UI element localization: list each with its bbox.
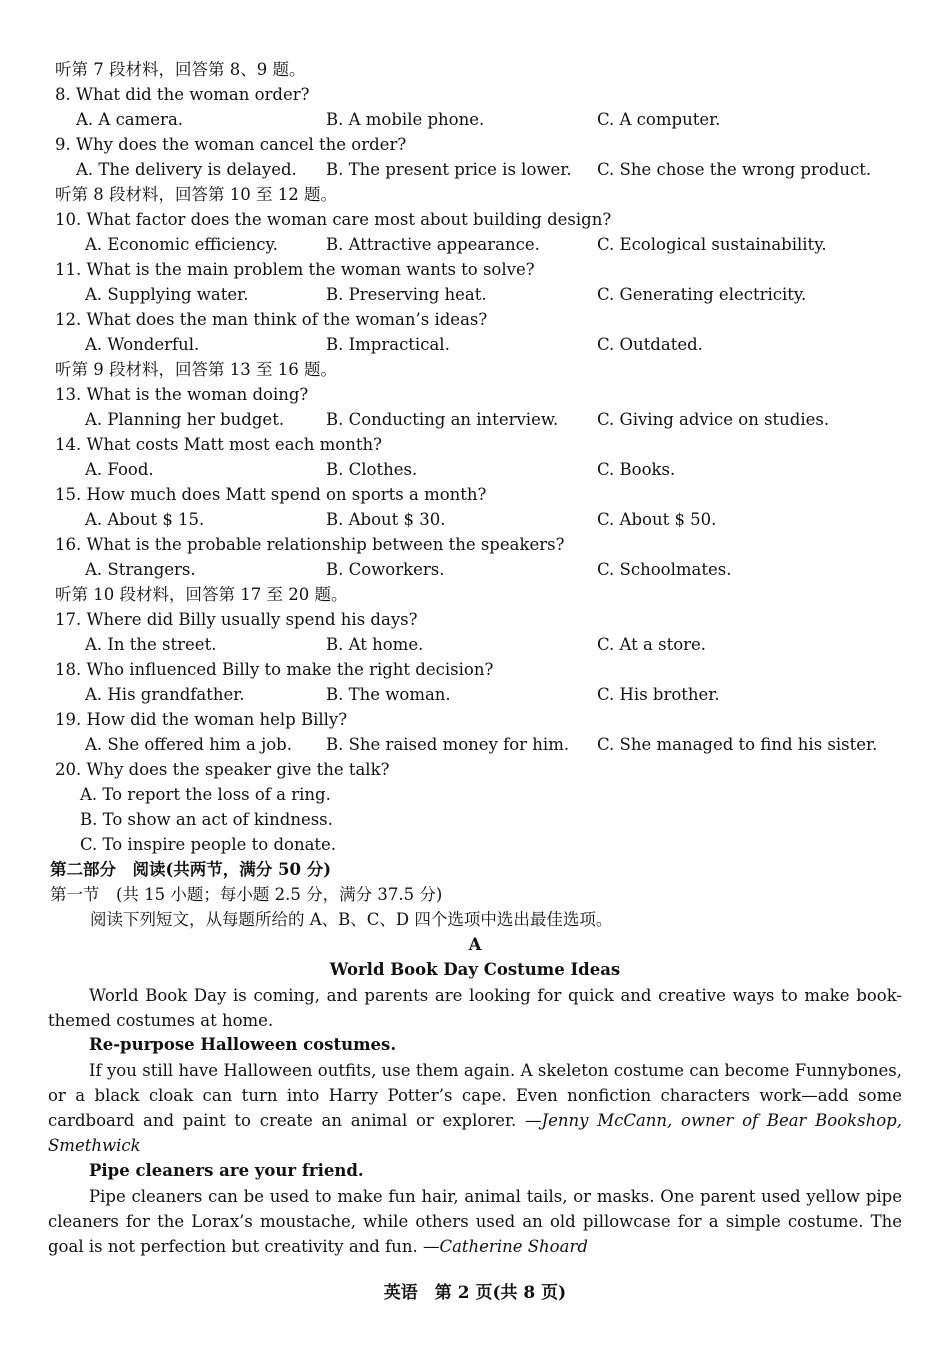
question-15-option-c: C. About $ 50. bbox=[597, 510, 717, 529]
section-10-heading: 听第 10 段材料，回答第 17 至 20 题。 bbox=[55, 585, 348, 604]
question-12-option-b: B. Impractical. bbox=[326, 335, 450, 354]
tip-paragraph-1 bbox=[48, 1058, 902, 1158]
part-two-title: 第二部分 阅读(共两节，满分 50 分) bbox=[50, 860, 332, 879]
question-11-option-c: C. Generating electricity. bbox=[597, 285, 807, 304]
passage-intro: World Book Day is coming, and parents are looking for quick and creative ways to make book-themed costumes at home. bbox=[48, 986, 902, 1030]
question-18-option-a: A. His grandfather. bbox=[85, 685, 245, 704]
question-14-stem: 14. What costs Matt most each month? bbox=[55, 435, 382, 454]
question-16-option-c: C. Schoolmates. bbox=[597, 560, 732, 579]
question-10-option-a: A. Economic efficiency. bbox=[85, 235, 278, 254]
passage-letter: A bbox=[468, 935, 482, 954]
question-19-option-c: C. She managed to find his sister. bbox=[597, 735, 878, 754]
section-8-heading: 听第 8 段材料，回答第 10 至 12 题。 bbox=[55, 185, 337, 204]
question-10-option-b: B. Attractive appearance. bbox=[326, 235, 540, 254]
question-12-option-c: C. Outdated. bbox=[597, 335, 703, 354]
question-11-option-b: B. Preserving heat. bbox=[326, 285, 487, 304]
question-19-option-b: B. She raised money for him. bbox=[326, 735, 570, 754]
question-18-option-c: C. His brother. bbox=[597, 685, 720, 704]
question-13-option-b: B. Conducting an interview. bbox=[326, 410, 559, 429]
question-14-option-a: A. Food. bbox=[85, 460, 154, 479]
question-19-stem: 19. How did the woman help Billy? bbox=[55, 710, 348, 729]
tip-1-text: If you still have Halloween outfits, use them again. A skeleton costume can become Funnybones, or a black cloak can turn into Harry Potter’s cape. Even nonfiction characters work—add some cardboard and paint to create an animal or explorer. — bbox=[48, 1061, 902, 1130]
question-10-option-c: C. Ecological sustainability. bbox=[597, 235, 827, 254]
question-17-stem: 17. Where did Billy usually spend his days? bbox=[55, 610, 418, 629]
passage-title: World Book Day Costume Ideas bbox=[329, 960, 621, 979]
reading-instruction: 阅读下列短文，从每题所给的 A、B、C、D 四个选项中选出最佳选项。 bbox=[90, 910, 613, 929]
question-12-option-a: A. Wonderful. bbox=[85, 335, 200, 354]
question-20-option-b: B. To show an act of kindness. bbox=[80, 810, 333, 829]
question-17-option-a: A. In the street. bbox=[85, 635, 217, 654]
question-13-option-a: A. Planning her budget. bbox=[85, 410, 285, 429]
question-20-option-c: C. To inspire people to donate. bbox=[80, 835, 337, 854]
question-16-stem: 16. What is the probable relationship between the speakers? bbox=[55, 535, 565, 554]
tip-paragraph-2 bbox=[48, 1184, 902, 1259]
page-footer: 英语 第 2 页(共 8 页) bbox=[383, 1283, 567, 1303]
question-18-stem: 18. Who influenced Billy to make the right decision? bbox=[55, 660, 494, 679]
tip-2-attribution: Catherine Shoard bbox=[439, 1237, 588, 1256]
tip-heading-2: Pipe cleaners are your friend. bbox=[89, 1161, 364, 1180]
section-one-title: 第一节 (共 15 小题；每小题 2.5 分，满分 37.5 分) bbox=[50, 885, 443, 904]
question-20-stem: 20. Why does the speaker give the talk? bbox=[55, 760, 390, 779]
question-11-option-a: A. Supplying water. bbox=[85, 285, 249, 304]
section-7-heading: 听第 7 段材料，回答第 8、9 题。 bbox=[55, 60, 306, 79]
question-9-option-b: B. The present price is lower. bbox=[326, 160, 572, 179]
question-15-option-b: B. About $ 30. bbox=[326, 510, 446, 529]
question-15-option-a: A. About $ 15. bbox=[85, 510, 205, 529]
question-11-stem: 11. What is the main problem the woman wants to solve? bbox=[55, 260, 535, 279]
question-15-stem: 15. How much does Matt spend on sports a month? bbox=[55, 485, 487, 504]
question-13-stem: 13. What is the woman doing? bbox=[55, 385, 309, 404]
question-18-option-b: B. The woman. bbox=[326, 685, 451, 704]
question-9-stem: 9. Why does the woman cancel the order? bbox=[55, 135, 407, 154]
question-16-option-b: B. Coworkers. bbox=[326, 560, 445, 579]
question-8-option-b: B. A mobile phone. bbox=[326, 110, 485, 129]
question-8-option-a: A. A camera. bbox=[76, 110, 184, 129]
question-14-option-b: B. Clothes. bbox=[326, 460, 418, 479]
question-20-option-a: A. To report the loss of a ring. bbox=[80, 785, 331, 804]
tip-2-text: Pipe cleaners can be used to make fun hair, animal tails, or masks. One parent used yellow pipe cleaners for the Lorax’s moustache, while others used an old pillowcase for a simple costume. The goal is not perfection but creativity and fun. — bbox=[48, 1187, 902, 1256]
question-8-stem: 8. What did the woman order? bbox=[55, 85, 310, 104]
question-10-stem: 10. What factor does the woman care most about building design? bbox=[55, 210, 612, 229]
question-12-stem: 12. What does the man think of the woman’s ideas? bbox=[55, 310, 488, 329]
question-16-option-a: A. Strangers. bbox=[85, 560, 196, 579]
question-9-option-a: A. The delivery is delayed. bbox=[76, 160, 297, 179]
question-8-option-c: C. A computer. bbox=[597, 110, 721, 129]
question-17-option-b: B. At home. bbox=[326, 635, 424, 654]
question-9-option-c: C. She chose the wrong product. bbox=[597, 160, 872, 179]
question-13-option-c: C. Giving advice on studies. bbox=[597, 410, 830, 429]
question-19-option-a: A. She offered him a job. bbox=[85, 735, 292, 754]
question-17-option-c: C. At a store. bbox=[597, 635, 707, 654]
section-9-heading: 听第 9 段材料，回答第 13 至 16 题。 bbox=[55, 360, 337, 379]
tip-1-attribution: Jenny McCann, owner of Bear Bookshop, Smethwick bbox=[48, 1111, 902, 1155]
question-14-option-c: C. Books. bbox=[597, 460, 676, 479]
tip-heading-1: Re-purpose Halloween costumes. bbox=[89, 1035, 397, 1054]
